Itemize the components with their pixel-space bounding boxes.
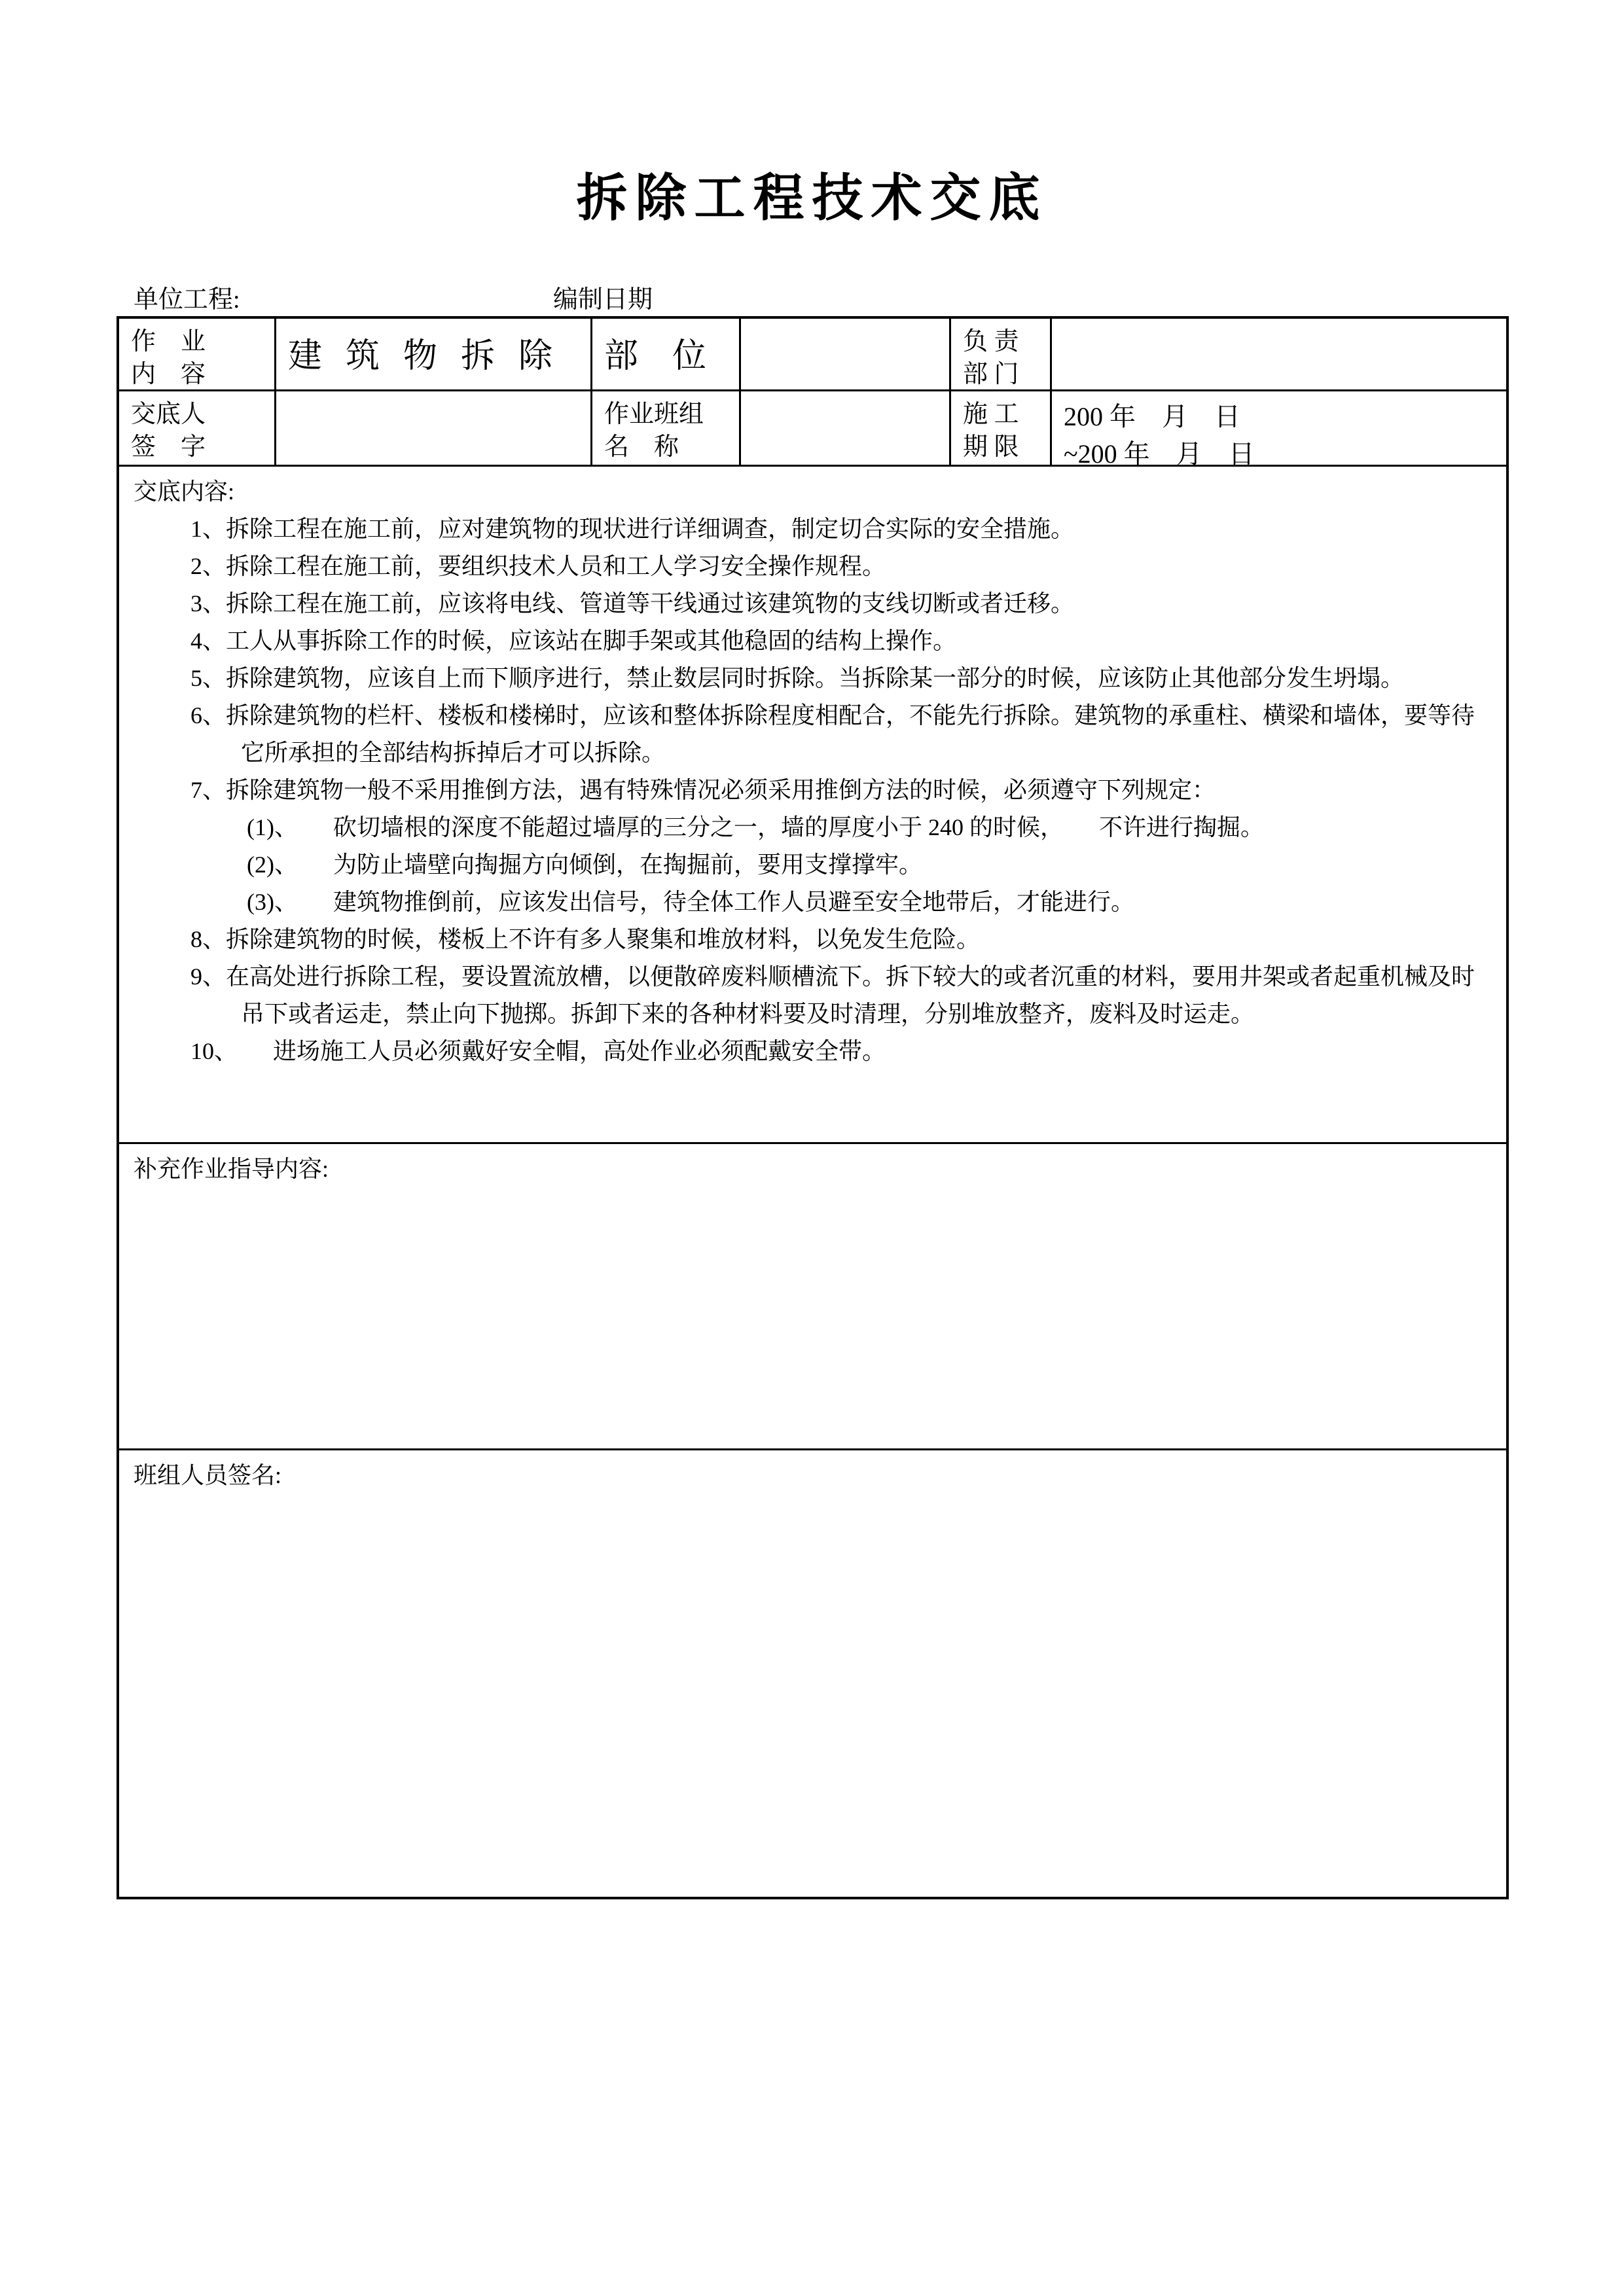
construction-period-label-cell (951, 391, 1052, 467)
work-content-value-cell (276, 319, 592, 391)
signatures-section-label: 班组人员签名: (134, 1462, 282, 1488)
location-label-cell (592, 319, 741, 391)
responsible-dept-label-line1: 负 责 (963, 328, 1019, 355)
work-content-label-line2: 内 容 (131, 361, 206, 388)
disclosure-form-table (117, 316, 1509, 1899)
disclosure-item-7: 7、拆除建筑物一般不采用推倒方法，遇有特殊情况必须采用推倒方法的时候，必须遵守下列规定： (190, 777, 1216, 803)
disclosure-item-9: 9、在高处进行拆除工程，要设置流放槽，以便散碎废料顺槽流下。拆下较大的或者沉重的材料，要用井架或者起重机械及时吊下或者运走，禁止向下抛掷。拆卸下来的各种材料要及时清理，分别堆放整齐，废料及时运走。 (190, 963, 1475, 1027)
disclosure-item-10: 10、 进场施工人员必须戴好安全帽，高处作业必须配戴安全带。 (190, 1038, 886, 1064)
disclosure-subitem-1: (1)、 砍切墙根的深度不能超过墙厚的三分之一，墙的厚度小于 240 的时候， 不许进行掏掘。 (247, 814, 1264, 840)
location-label: 部 位 (604, 338, 707, 375)
work-team-value-cell (741, 391, 951, 467)
discloser-sign-label-line2: 签 字 (131, 433, 206, 461)
disclosure-item-2: 2、拆除工程在施工前，要组织技术人员和工人学习安全操作规程。 (190, 553, 886, 579)
disclosure-subitem-2: (2)、 为防止墙壁向掏掘方向倾倒，在掏掘前，要用支撑撑牢。 (247, 852, 922, 878)
disclosure-content-label: 交底内容: (134, 478, 235, 505)
work-team-label-cell (592, 391, 741, 467)
responsible-dept-value-cell (1052, 319, 1506, 391)
responsible-dept-label-line2: 部 门 (963, 361, 1019, 388)
construction-period-label-line1: 施 工 (963, 401, 1019, 428)
supplement-section-label: 补充作业指导内容: (134, 1156, 329, 1182)
disclosure-item-1: 1、拆除工程在施工前，应对建筑物的现状进行详细调查，制定切合实际的安全措施。 (190, 516, 1075, 542)
discloser-sign-label-line1: 交底人 (131, 401, 206, 428)
location-value-cell (741, 319, 951, 391)
work-content-value: 建筑物拆除 (288, 338, 577, 375)
unit-project-label: 单位工程: (134, 286, 240, 314)
disclosure-item-8: 8、拆除建筑物的时候，楼板上不许有多人聚集和堆放材料，以免发生危险。 (190, 926, 981, 952)
compile-date-label: 编制日期 (553, 286, 653, 314)
discloser-sign-label-cell (119, 391, 276, 467)
disclosure-item-4: 4、工人从事拆除工作的时候，应该站在脚手架或其他稳固的结构上操作。 (190, 628, 957, 654)
construction-period-label-line2: 期 限 (963, 433, 1019, 461)
work-content-label-cell (119, 319, 276, 391)
page-title: 拆除工程技术交底 (576, 170, 1048, 226)
work-team-label-line1: 作业班组 (604, 401, 704, 428)
construction-period-value-cell (1052, 391, 1506, 467)
construction-period-start: 200 年 月 日 (1064, 402, 1240, 431)
disclosure-item-6: 6、拆除建筑物的栏杆、楼板和楼梯时，应该和整体拆除程度相配合，不能先行拆除。建筑物的承重柱、横梁和墙体，要等待它所承担的全部结构拆掉后才可以拆除。 (190, 702, 1475, 766)
disclosure-item-3: 3、拆除工程在施工前，应该将电线、管道等干线通过该建筑物的支线切断或者迁移。 (190, 590, 1075, 617)
construction-period-end: ~200 年 月 日 (1064, 439, 1255, 467)
disclosure-item-5: 5、拆除建筑物，应该自上而下顺序进行，禁止数层同时拆除。当拆除某一部分的时候，应该防止其他部分发生坍塌。 (190, 665, 1405, 691)
supplement-section-cell (119, 1144, 1506, 1450)
signatures-section-cell (119, 1450, 1506, 1897)
disclosure-subitem-3: (3)、 建筑物推倒前，应该发出信号，待全体工作人员避至安全地带后，才能进行。 (247, 889, 1134, 915)
disclosure-content-cell (119, 467, 1506, 1144)
work-team-label-line2: 名 称 (604, 433, 679, 461)
discloser-sign-value-cell (276, 391, 592, 467)
responsible-dept-label-cell (951, 319, 1052, 391)
work-content-label-line1: 作 业 (131, 328, 206, 355)
